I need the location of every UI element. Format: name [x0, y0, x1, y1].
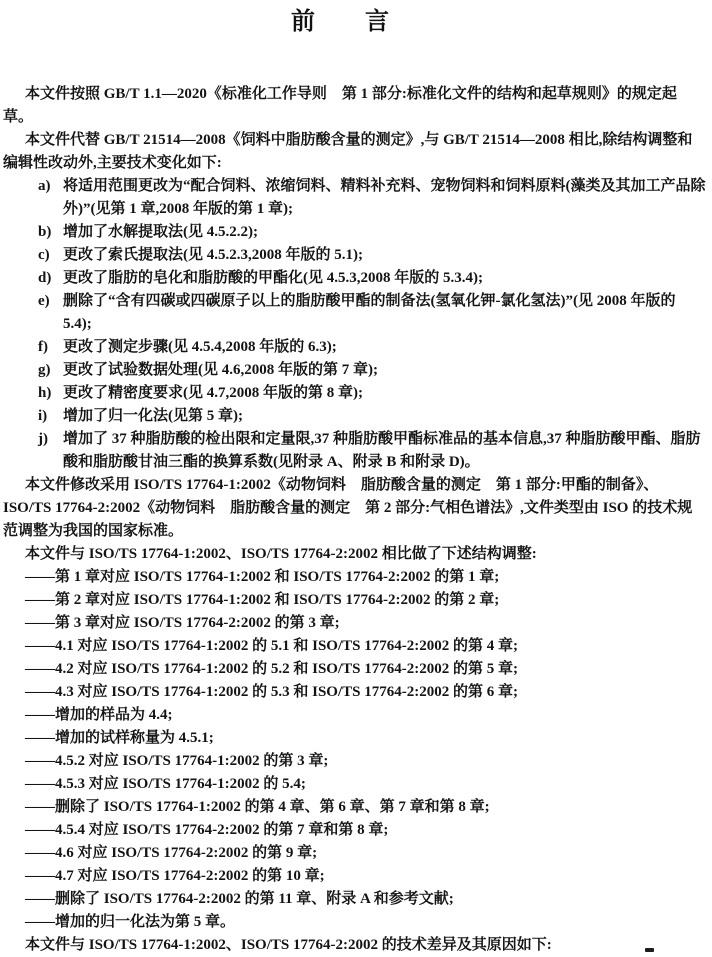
- dash-item: [3, 796, 706, 819]
- list-item-label: i): [38, 408, 48, 424]
- paragraph: [3, 83, 706, 129]
- dash-item-text: ——4.7 对应 ISO/TS 17764-2:2002 的第 10 章;: [25, 868, 325, 884]
- page-title: [0, 0, 696, 35]
- dash-item: [3, 750, 706, 773]
- paragraph-text: 本文件按照 GB/T 1.1—2020《标准化工作导则 第 1 部分:标准化文件的结构和起草规则》的规定起草。: [3, 86, 677, 125]
- dash-item-text: ——第 2 章对应 ISO/TS 17764-1:2002 和 ISO/TS 17764-2:2002 的第 2 章;: [25, 592, 500, 608]
- list-item-text: 更改了精密度要求(见 4.7,2008 年版的第 8 章);: [63, 385, 363, 401]
- list-item-text: 增加了水解提取法(见 4.5.2.2);: [63, 224, 258, 240]
- list-item-text: 更改了试验数据处理(见 4.6,2008 年版的第 7 章);: [63, 362, 378, 378]
- page-title-char-left: 前: [291, 9, 315, 35]
- dash-item: [3, 865, 706, 888]
- list-item-label: a): [38, 178, 51, 194]
- list-item-label: j): [38, 431, 48, 447]
- list-item: [3, 175, 706, 221]
- list-item: [3, 290, 706, 336]
- list-item-text: 删除了“含有四碳或四碳原子以上的脂肪酸甲酯的制备法(氢氧化钾-氯化氢法)”(见 2008 年版的 5.4);: [63, 293, 676, 332]
- paragraph-text: 本文件代替 GB/T 21514—2008《饲料中脂肪酸含量的测定》,与 GB/T 21514—2008 相比,除结构调整和编辑性改动外,主要技术变化如下:: [3, 132, 693, 171]
- dash-item: [3, 566, 706, 589]
- page-title-char-right: 言: [365, 9, 389, 35]
- list-item-text: 增加了 37 种脂肪酸的检出限和定量限,37 种脂肪酸甲酯标准品的基本信息,37 种脂肪酸甲酯、脂肪酸和脂肪酸甘油三酯的换算系数(见附录 A、附录 B 和附录 D)。: [63, 431, 701, 470]
- dash-item: [3, 819, 706, 842]
- dash-item: [3, 842, 706, 865]
- list-item-label: c): [38, 247, 50, 263]
- list-item: [3, 244, 706, 267]
- list-item-label: d): [38, 270, 52, 286]
- dash-item: [3, 635, 706, 658]
- dash-item-text: ——删除了 ISO/TS 17764-2:2002 的第 11 章、附录 A 和参考文献;: [25, 891, 454, 907]
- dash-item-text: ——第 1 章对应 ISO/TS 17764-1:2002 和 ISO/TS 17764-2:2002 的第 1 章;: [25, 569, 500, 585]
- dash-item: [3, 589, 706, 612]
- dash-item-text: ——增加的试样称量为 4.5.1;: [25, 730, 214, 746]
- list-item: [3, 382, 706, 405]
- dash-item-text: ——4.3 对应 ISO/TS 17764-1:2002 的 5.3 和 ISO/TS 17764-2:2002 的第 6 章;: [25, 684, 518, 700]
- list-item-text: 增加了归一化法(见第 5 章);: [63, 408, 243, 424]
- paragraph-text: 本文件与 ISO/TS 17764-1:2002、ISO/TS 17764-2:2002 的技术差异及其原因如下:: [25, 937, 552, 953]
- list-item-label: e): [38, 293, 50, 309]
- dash-item-text: ——4.1 对应 ISO/TS 17764-1:2002 的 5.1 和 ISO/TS 17764-2:2002 的第 4 章;: [25, 638, 518, 654]
- list-item-label: h): [38, 385, 52, 401]
- dash-item-text: ——4.6 对应 ISO/TS 17764-2:2002 的第 9 章;: [25, 845, 318, 861]
- list-item: [3, 359, 706, 382]
- dash-item: [3, 911, 706, 934]
- paragraph: [3, 543, 706, 566]
- list-item: [3, 336, 706, 359]
- paragraph: [3, 129, 706, 175]
- paragraph: [3, 934, 706, 957]
- dash-item-text: ——4.5.4 对应 ISO/TS 17764-2:2002 的第 7 章和第 8 章;: [25, 822, 389, 838]
- dash-item-text: ——4.5.2 对应 ISO/TS 17764-1:2002 的第 3 章;: [25, 753, 329, 769]
- paragraph-text: 本文件与 ISO/TS 17764-1:2002、ISO/TS 17764-2:2002 相比做了下述结构调整:: [25, 546, 537, 562]
- dash-item: [3, 727, 706, 750]
- list-item-text: 更改了索氏提取法(见 4.5.2.3,2008 年版的 5.1);: [63, 247, 363, 263]
- dash-item: [3, 704, 706, 727]
- list-item: [3, 428, 706, 474]
- paragraph: [3, 474, 706, 543]
- dash-item-text: ——4.5.3 对应 ISO/TS 17764-1:2002 的 5.4;: [25, 776, 306, 792]
- list-item: [3, 405, 706, 428]
- list-item-label: b): [38, 224, 52, 240]
- dash-item: [3, 888, 706, 911]
- dash-item: [3, 658, 706, 681]
- list-item-text: 更改了脂肪的皂化和脂肪酸的甲酯化(见 4.5.3,2008 年版的 5.3.4);: [63, 270, 483, 286]
- dash-item: [3, 681, 706, 704]
- dash-item-text: ——增加的样品为 4.4;: [25, 707, 173, 723]
- preface-body: [0, 83, 712, 957]
- list-item: [3, 267, 706, 290]
- dash-item: [3, 773, 706, 796]
- scan-artifact-mark: [645, 948, 654, 952]
- dash-item-text: ——增加的归一化法为第 5 章。: [25, 914, 236, 930]
- dash-item-text: ——删除了 ISO/TS 17764-1:2002 的第 4 章、第 6 章、第 7 章和第 8 章;: [25, 799, 490, 815]
- list-item-text: 将适用范围更改为“配合饲料、浓缩饲料、精料补充料、宠物饲料和饲料原料(藻类及其加工产品除外)”(见第 1 章,2008 年版的第 1 章);: [63, 178, 706, 217]
- list-item: [3, 221, 706, 244]
- dash-item: [3, 612, 706, 635]
- dash-item-text: ——第 3 章对应 ISO/TS 17764-2:2002 的第 3 章;: [25, 615, 340, 631]
- paragraph-text: 本文件修改采用 ISO/TS 17764-1:2002《动物饲料 脂肪酸含量的测定 第 1 部分:甲酯的制备》、ISO/TS 17764-2:2002《动物饲料 脂肪酸含量的测定 第 2 部分:气相色谱法》,文件类型由 ISO 的技术规范调整为我国的国家标准。: [3, 477, 693, 539]
- list-item-label: g): [38, 362, 51, 378]
- list-item-label: f): [38, 339, 48, 355]
- list-item-text: 更改了测定步骤(见 4.5.4,2008 年版的 6.3);: [63, 339, 337, 355]
- dash-item-text: ——4.2 对应 ISO/TS 17764-1:2002 的 5.2 和 ISO/TS 17764-2:2002 的第 5 章;: [25, 661, 518, 677]
